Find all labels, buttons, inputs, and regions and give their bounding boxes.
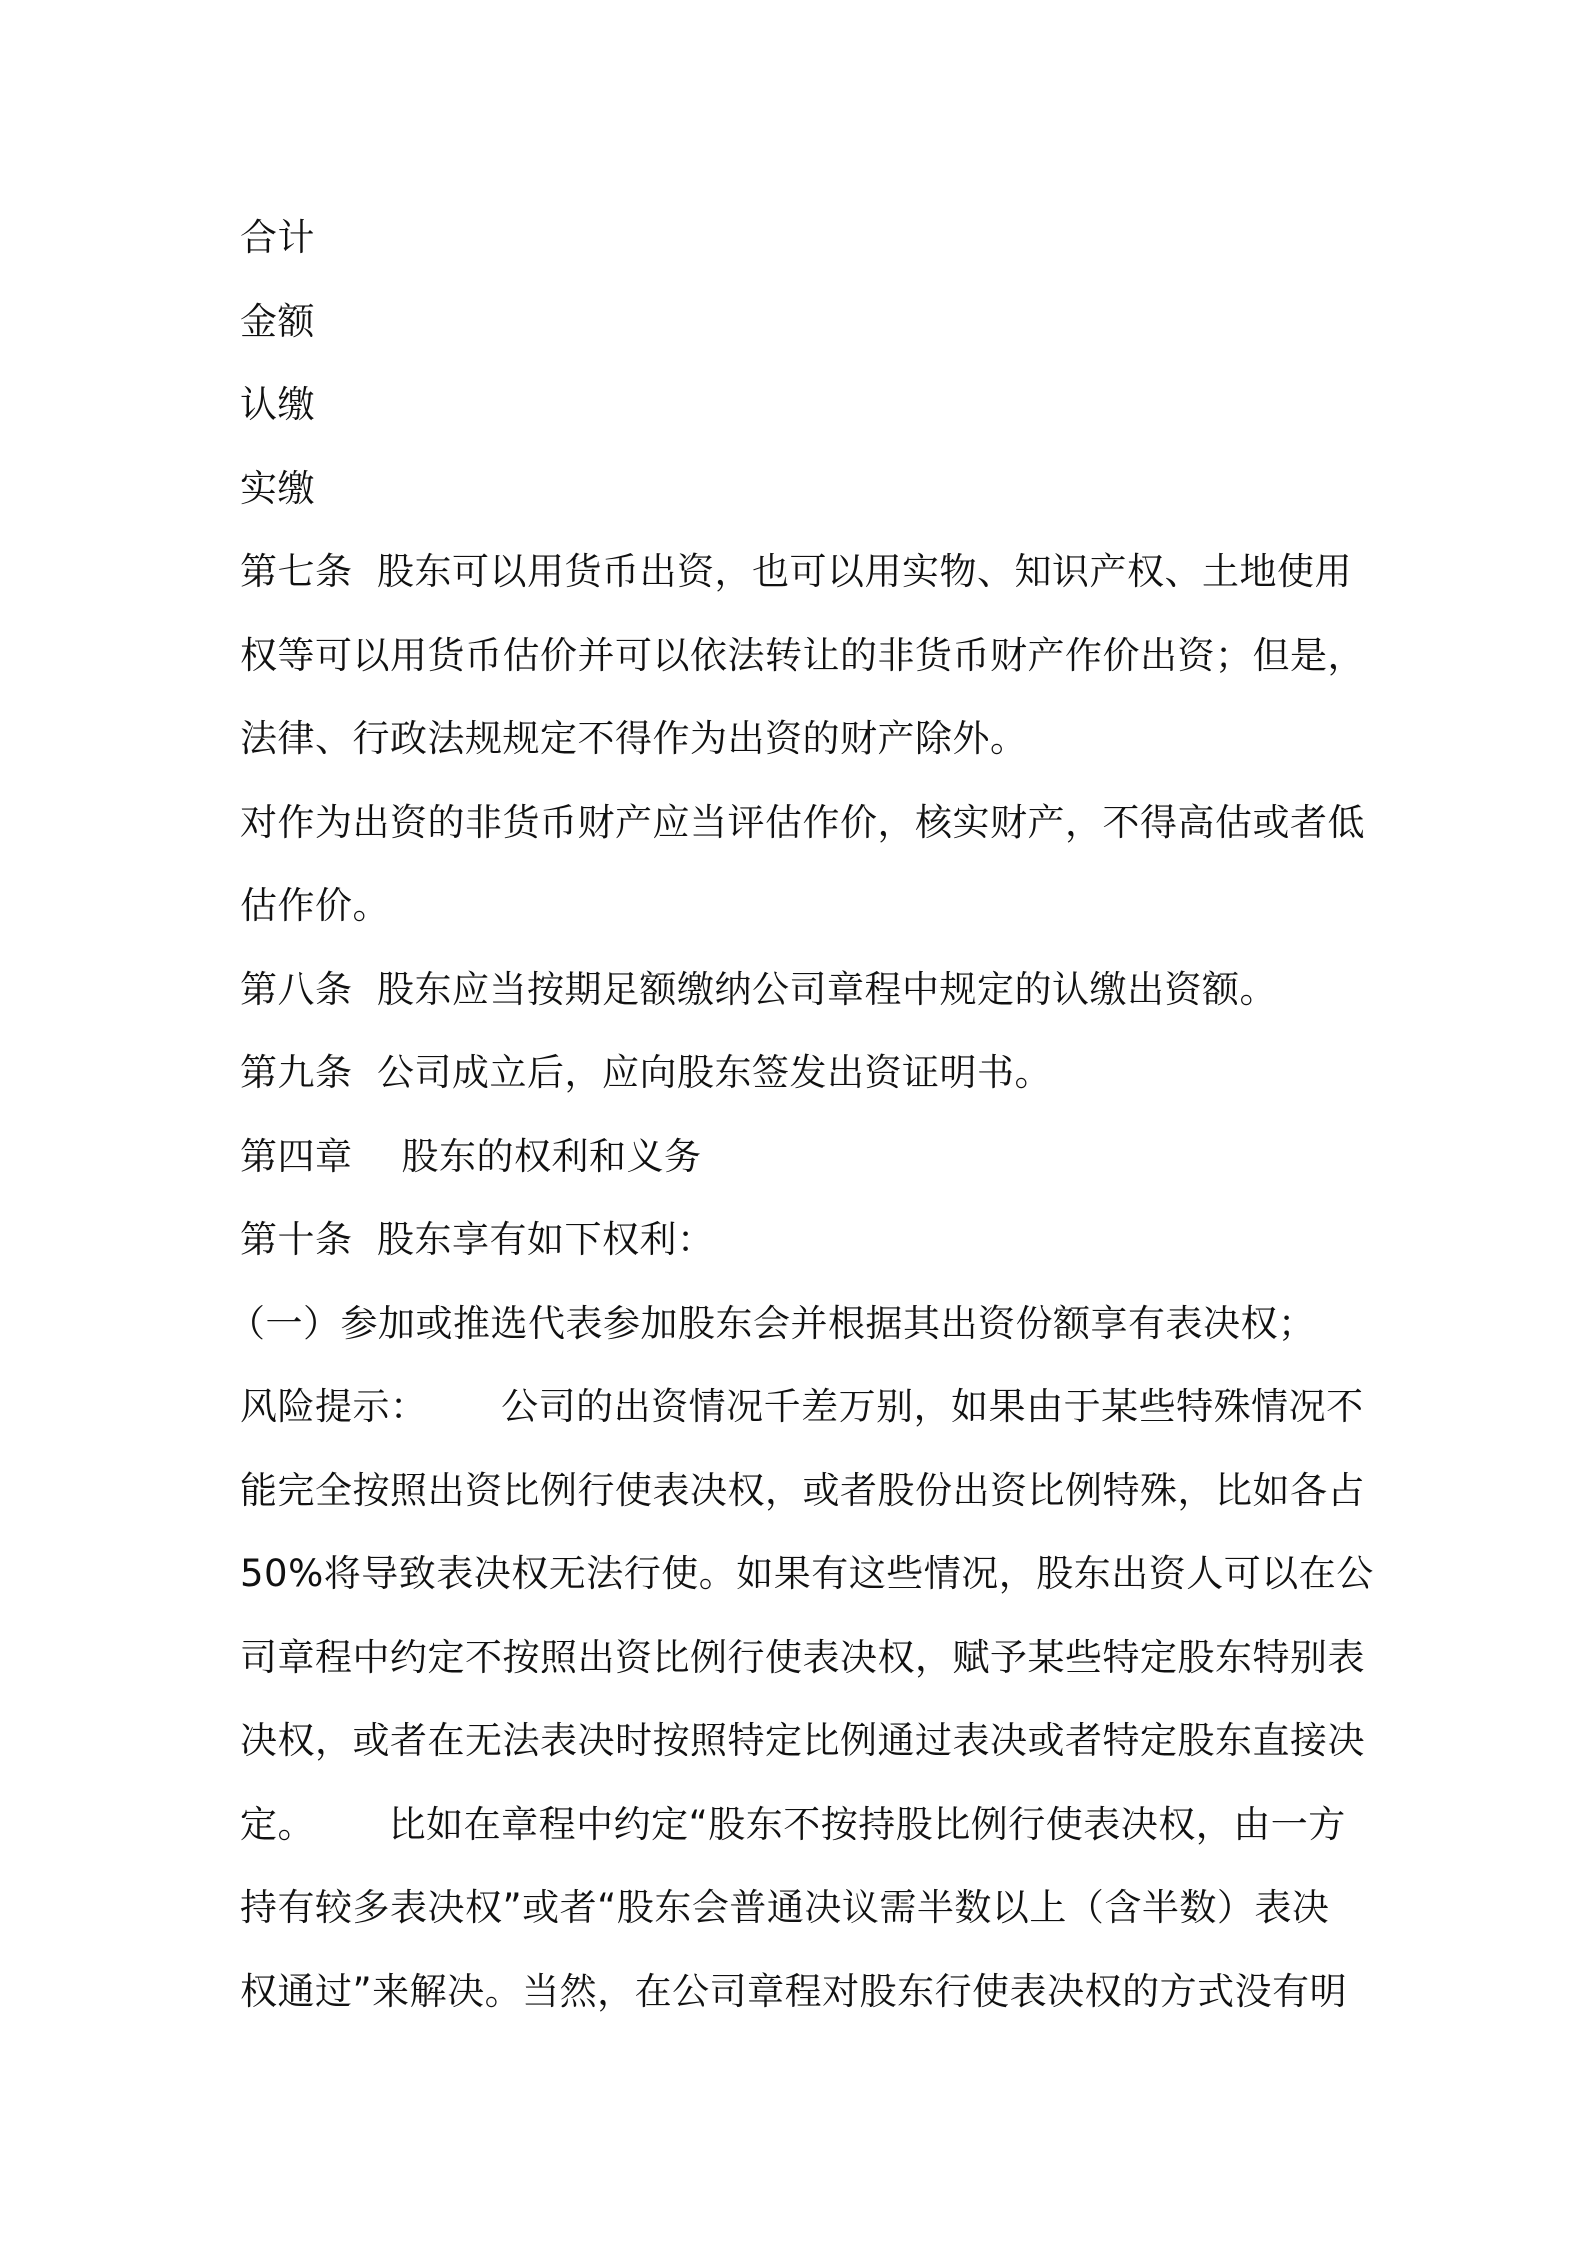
article-7-line-1: 第七条 股东可以用货币出资，也可以用实物、知识产权、土地使用 xyxy=(240,550,1353,593)
risk-note-line-8: 权通过”来解决。当然，在公司章程对股东行使表决权的方式没有明 xyxy=(240,1969,1348,2013)
risk-note-line-2: 能完全按照出资比例行使表决权，或者股份出资比例特殊，比如各占 xyxy=(240,1468,1365,1512)
article-8: 第八条 股东应当按期足额缴纳公司章程中规定的认缴出资额。 xyxy=(240,967,1278,1011)
article-7-line-3: 法律、行政法规规定不得作为出资的财产除外。 xyxy=(240,717,1028,760)
risk-note-line-3: 50%将导致表决权无法行使。如果有这些情况，股东出资人可以在公 xyxy=(240,1552,1374,1595)
text-line-subscribed: 认缴 xyxy=(240,383,315,426)
article-9: 第九条 公司成立后，应向股东签发出资证明书。 xyxy=(240,1051,1053,1094)
text-line-paid: 实缴 xyxy=(240,466,315,510)
article-7-line-5: 估作价。 xyxy=(240,884,390,927)
article-10-item-1: （一）参加或推选代表参加股东会并根据其出资份额享有表决权； xyxy=(228,1301,1316,1345)
document-body xyxy=(228,196,1374,2033)
risk-note-line-1: 风险提示： 公司的出资情况千差万别，如果由于某些特殊情况不 xyxy=(240,1385,1364,1428)
chapter-4-heading: 第四章 股东的权利和义务 xyxy=(240,1134,702,1178)
risk-note-line-6: 定。 比如在章程中约定“股东不按持股比例行使表决权，由一方 xyxy=(240,1802,1346,1846)
risk-note-line-5: 决权，或者在无法表决时按照特定比例通过表决或者特定股东直接决 xyxy=(240,1719,1365,1762)
risk-note-line-7: 持有较多表决权”或者“股东会普通决议需半数以上（含半数）表决 xyxy=(240,1886,1330,1929)
risk-note-line-4: 司章程中约定不按照出资比例行使表决权，赋予某些特定股东特别表 xyxy=(240,1635,1365,1679)
article-7-line-2: 权等可以用货币估价并可以依法转让的非货币财产作价出资；但是， xyxy=(240,633,1365,677)
text-line-amount: 金额 xyxy=(240,299,315,343)
article-10: 第十条 股东享有如下权利： xyxy=(240,1218,715,1261)
text-line-total: 合计 xyxy=(240,216,315,259)
article-7-line-4: 对作为出资的非货币财产应当评估作价，核实财产，不得高估或者低 xyxy=(240,800,1365,844)
